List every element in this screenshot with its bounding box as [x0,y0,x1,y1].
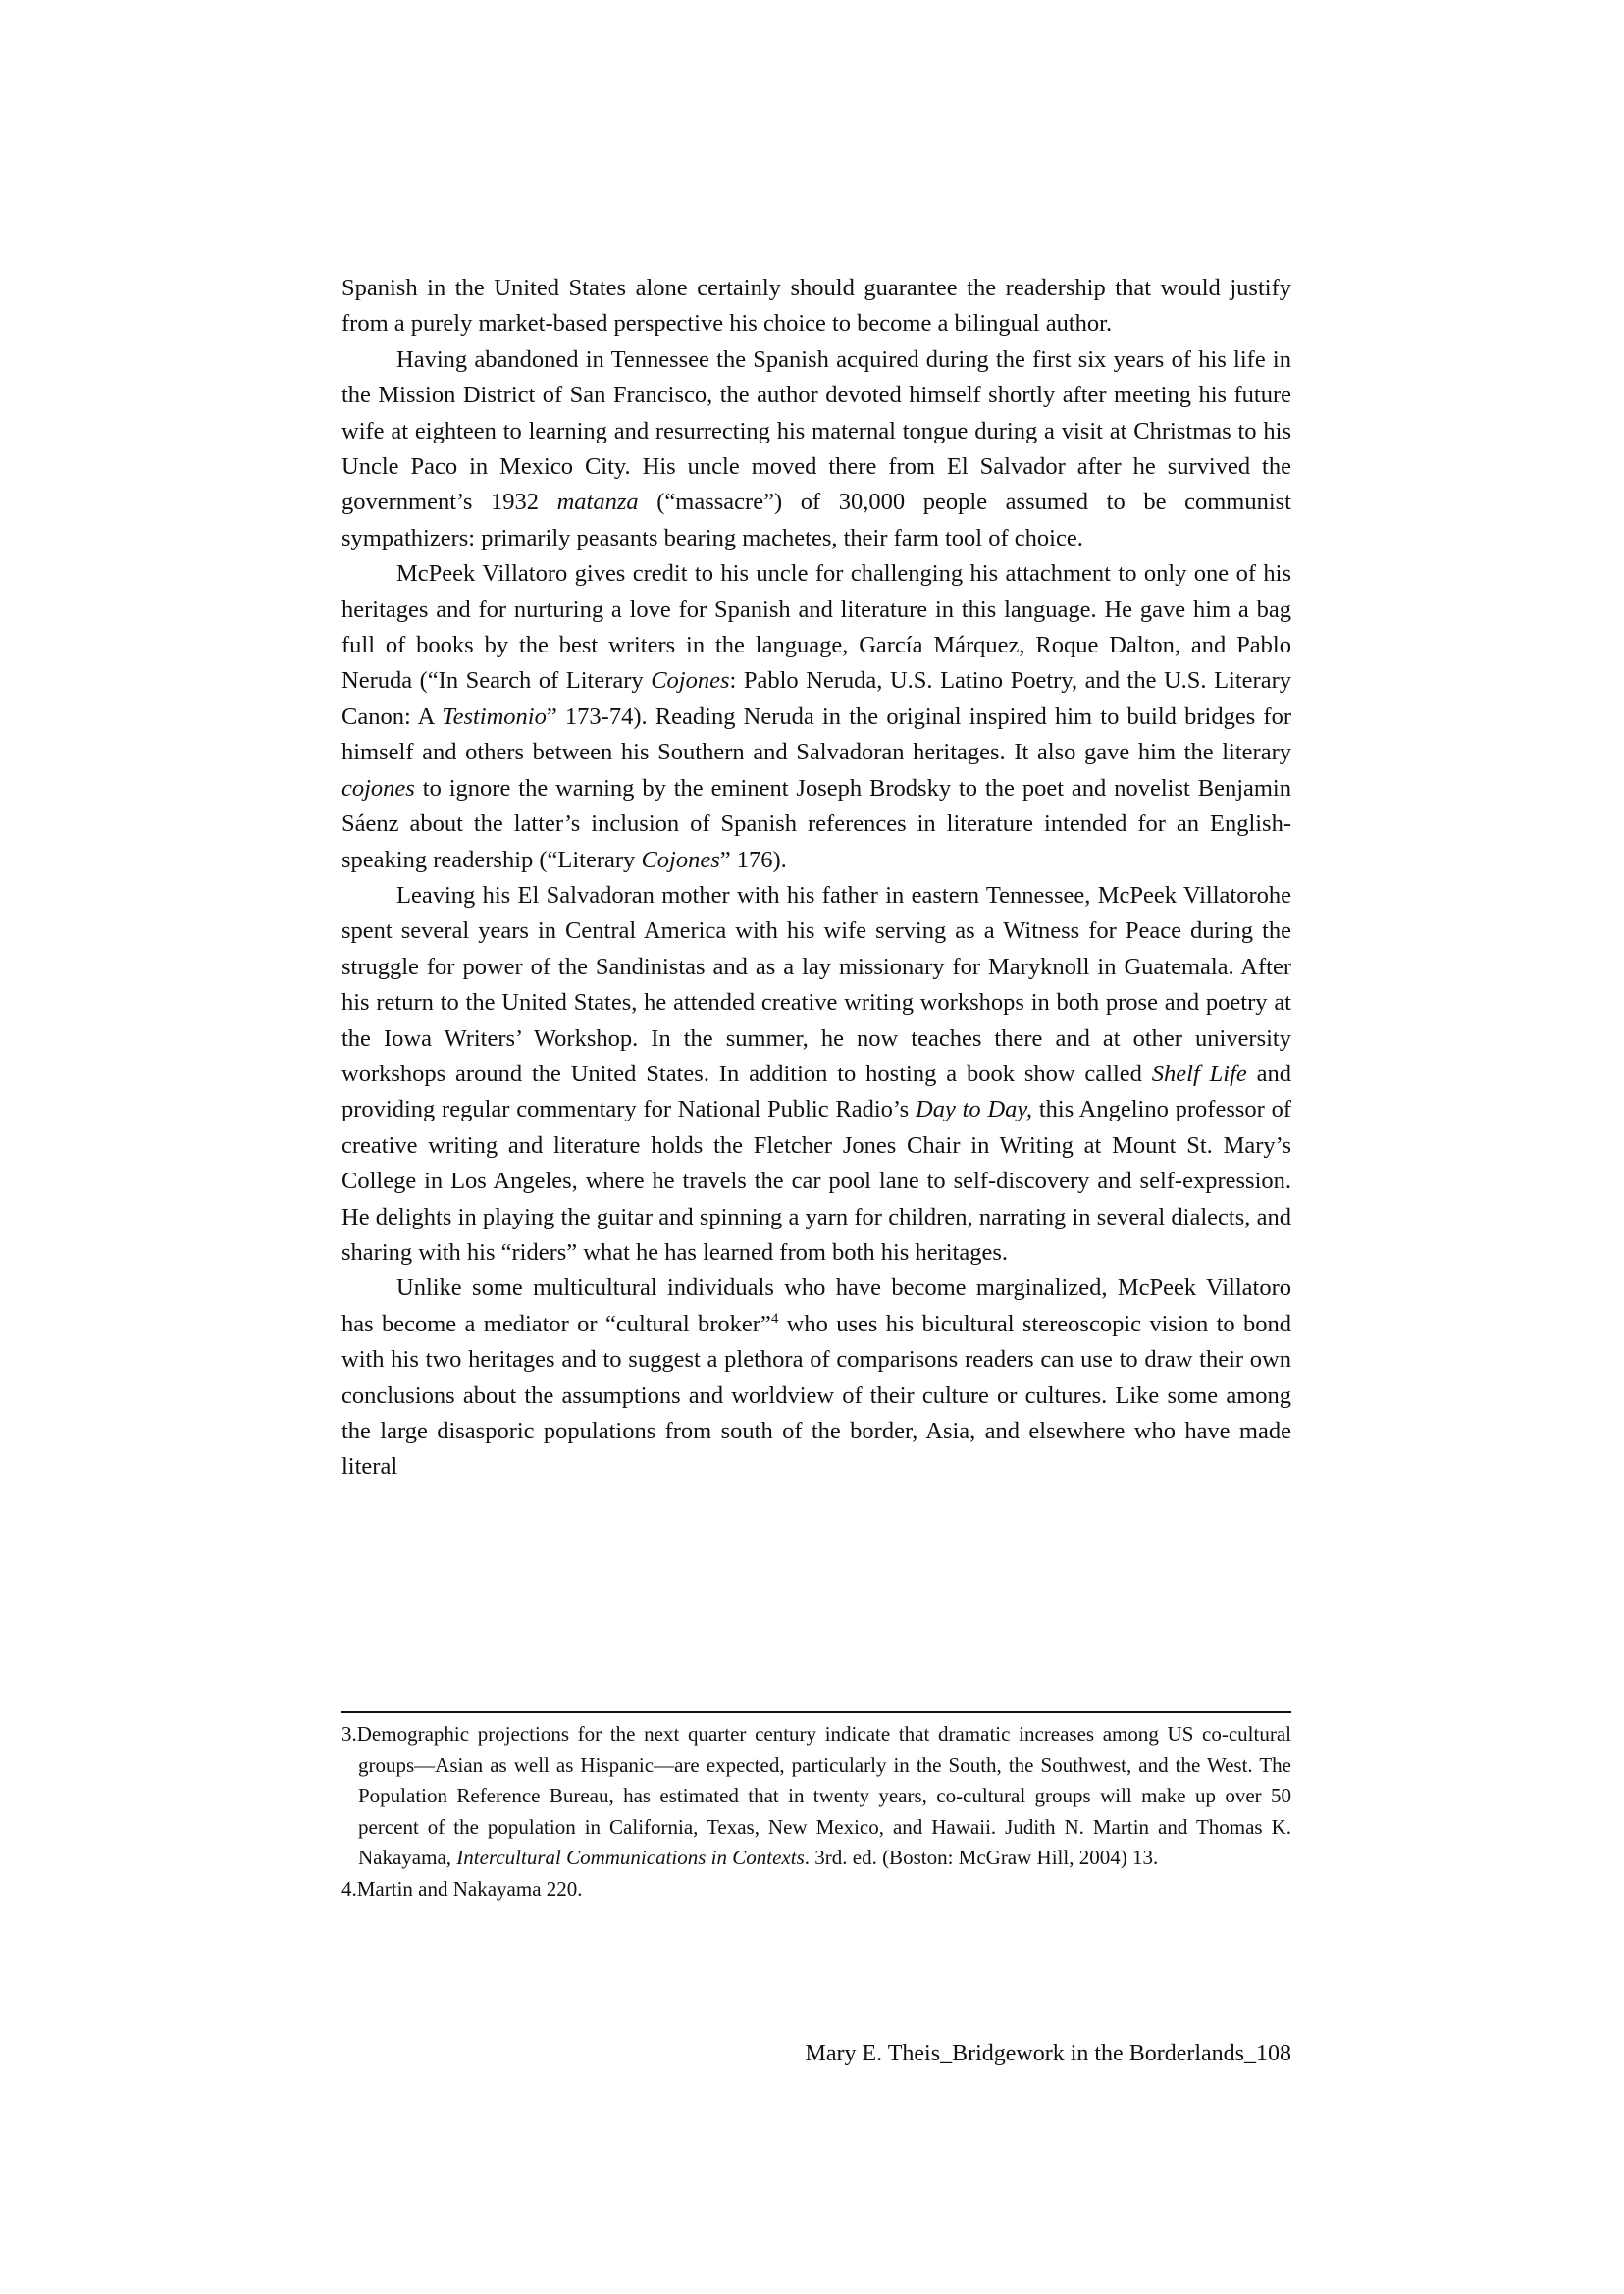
italic-text: Cojones [641,846,720,873]
main-text [341,271,1291,1486]
paragraph-5 [341,1271,1291,1485]
paragraph-2 [341,342,1291,556]
text-run: . 3rd. ed. (Boston: McGraw Hill, 2004) 13. [804,1846,1159,1870]
page-footer: Mary E. Theis_Bridgework in the Borderlands_108 [805,2041,1291,2066]
paragraph-4 [341,878,1291,1271]
italic-text: Shelf Life [1151,1060,1247,1087]
text-run: Spanish in the United States alone certainly should guarantee the readership that would justify from a purely market-based perspective his choice to become a bilingual author. [341,275,1291,338]
text-run: this Angelino professor of creative writing and literature holds the Fletcher Jones Chair in Writing at Mount St. Mary’s College in Los Angeles, where he travels the car pool lane to self-discovery and self-expression. He delights in playing the guitar and spinning a yarn for children, narrating in several dialects, and sharing with his “riders” what he has learned from both his heritages. [341,1096,1291,1266]
text-run: 4.Martin and Nakayama 220. [341,1876,583,1901]
body-text [341,271,1291,1486]
italic-text: matanza [556,489,639,516]
text-run: 3.Demographic projections for the next quarter century indicate that dramatic increases among US co-cultural groups—Asian as well as Hispanic—are expected, particularly in the South, the Southwest, and the West. The Population Reference Bureau, has estimated that in twenty years, co-cultural groups will make up over 50 percent of the population in California, Texas, New Mexico, and Hawaii. Judith N. Martin and Thomas K. Nakayama, [341,1722,1291,1870]
italic-text: cojones [341,774,415,802]
paragraph-1 [341,271,1291,342]
text-run: Leaving his El Salvadoran mother with his father in eastern Tennessee, McPeek Villatorohe spent several years in Central America with his wife serving as a Witness for Peace during the struggle for power of the Sandinistas and as a lay missionary for Maryknoll in Guatemala. After his return to the United States, he attended creative writing workshops in both prose and poetry at the Iowa Writers’ Workshop. In the summer, he now teaches there and at other university workshops around the United States. In addition to hosting a book show called [341,881,1291,1087]
text-run: who uses his bicultural stereoscopic vision to bond with his two heritages and to suggest a plethora of comparisons readers can use to draw their own conclusions about the assumptions and worldview of their culture or cultures. Like some among the large disasporic populations from south of the border, Asia, and elsewhere who have made literal [341,1310,1292,1481]
footnote-separator [341,1711,1291,1713]
text-run: and providing regular commentary for National Public Radio’s [341,1060,1292,1123]
text-run: (“massacre”) of 30,000 people assumed to be communist sympathizers: primarily peasants bearing machetes, their farm tool of choice. [341,489,1291,551]
text-run: ” 173-74). Reading Neruda in the original inspired him to build bridges for himself and others between his Southern and Salvadoran heritages. It also gave him the literary [341,703,1291,766]
text-run: McPeek Villatoro gives credit to his uncle for challenging his attachment to only one of his heritages and for nurturing a love for Spanish and literature in this language. He gave him a bag full of books by the best writers in the language, García Márquez, Roque Dalton, and Pablo Neruda (“In Search of Literary [341,560,1291,695]
footnote-3 [341,1719,1291,1874]
italic-text: Intercultural Communications in Contexts [456,1846,805,1870]
text-run: ” 176). [719,846,787,873]
text-run: to ignore the warning by the eminent Joseph Brodsky to the poet and novelist Benjamin Sáenz about the latter’s inclusion of Spanish references in literature intended for an English-speaking readership (“Literary [341,774,1291,873]
italic-text: Testimonio [442,703,547,730]
paragraph-3 [341,556,1291,878]
text-run: : Pablo Neruda, U.S. Latino Poetry, and the U.S. Literary Canon: A [341,667,1291,730]
footnotes [341,1719,1291,1905]
text-run: Unlike some multicultural individuals who have become marginalized, McPeek Villatoro has become a mediator or “cultural broker” [341,1275,1291,1337]
footnote-4 [341,1874,1291,1905]
footnote-marker: 4 [770,1310,779,1327]
italic-text: Day to Day, [916,1096,1033,1123]
text-run: Having abandoned in Tennessee the Spanish acquired during the first six years of his life in the Mission District of San Francisco, the author devoted himself shortly after meeting his future wife at eighteen to learning and resurrecting his maternal tongue during a visit at Christmas to his Uncle Paco in Mexico City. His uncle moved there from El Salvador after he survived the government’s 1932 [341,345,1291,516]
italic-text: Cojones [651,667,730,695]
